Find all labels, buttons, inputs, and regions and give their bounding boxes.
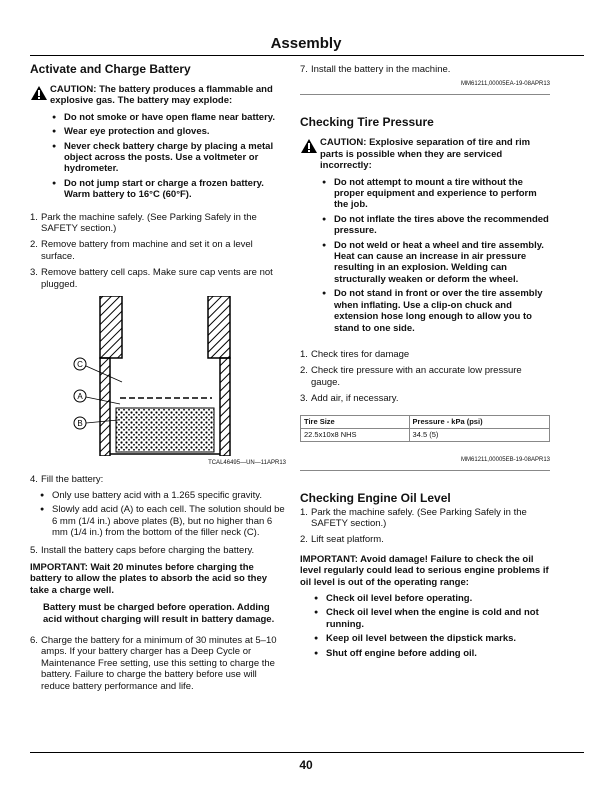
table-cell: 34.5 (5) [409,428,549,441]
battery-caution [30,84,286,204]
battery-important [30,562,286,625]
left-column [30,62,286,697]
tire-caution-text: CAUTION: Explosive separation of tire and rim parts is possible when they are serviced incorrectly: [320,137,531,172]
list-item: ● Only use battery acid with a 1.265 specific gravity. [38,490,286,501]
important-text: Battery must be charged before operation. Adding acid without charging will result in battery damage. [43,602,275,625]
tire-caution [300,137,550,337]
header-rule [30,55,584,56]
table-header-row [301,415,550,428]
footer-rule [30,752,584,753]
callout-label: C [77,360,83,370]
list-item: ● Do not smoke or have open flame near battery. [50,112,286,123]
callout-label: B [77,419,83,429]
table-header: Tire Size [301,415,410,428]
oil-bullets [300,593,550,659]
section-divider [300,470,550,471]
list-item: ● Do not stand in front or over the tire assembly when inflating. Use a clip-on chuck and extension hose long enough to allow you to stand to one side. [320,288,550,334]
list-item: 2. Lift seat platform. [300,534,384,546]
list-item: ● Keep oil level between the dipstick marks. [312,633,550,644]
list-item: 5. Install the battery caps before charging the battery. [30,544,255,556]
list-item: 2. Check tire pressure with an accurate low pressure gauge. [300,365,522,388]
page-number: 40 [299,758,313,772]
fill-bullets [30,490,286,539]
battery-caution-text: CAUTION: The battery produces a flammable and explosive gas. The battery may explode: [50,84,273,107]
right-column [300,62,550,662]
battery-charge-step [30,635,286,692]
tire-pressure-table [300,415,550,442]
callout-label: A [77,392,83,402]
battery-fill-steps [30,474,286,485]
list-item: 1. Park the machine safely. (See Parking Safely in the SAFETY section.) [30,211,257,235]
document-reference: MM61211,00005EA-19-08APR13 [461,81,550,88]
battery-cell-figure [30,296,286,456]
document-reference: MM61211,00005EB-19-08APR13 [461,456,550,463]
list-item: ● Check oil level before operating. [312,593,550,604]
important-text: IMPORTANT: Avoid damage! Failure to check the oil level regularly could lead to serious engine problems if oil level is out of the operating range: [300,553,549,588]
list-item: ● Check oil level when the engine is cold and not running. [312,607,550,630]
important-text: IMPORTANT: Wait 20 minutes before charging the battery to allow the plates to absorb the acid so they take a charge well. [30,561,268,596]
figure-reference: TCAL46495—UN—11APR13 [208,460,286,467]
list-item: 3. Add air, if necessary. [300,393,399,405]
warning-triangle-icon [30,85,48,101]
install-step [300,64,550,75]
battery-cell-diagram [60,296,260,456]
section-heading-oil: Checking Engine Oil Level [300,490,451,505]
list-item: ● Never check battery charge by placing a metal object across the posts. Use a voltmeter or hydrometer. [50,141,286,175]
list-item: 7. Install the battery in the machine. [300,64,451,75]
list-item: 4. Fill the battery: [30,473,104,485]
list-item: 1. Park the machine safely. (See Parking Safely in the SAFETY section.) [300,506,527,529]
battery-caution-list [50,112,286,201]
battery-caps-step [30,545,286,556]
list-item: ● Do not attempt to mount a tire without the proper equipment and experience to perform the job. [320,177,550,211]
list-item: ● Do not jump start or charge a frozen battery. Warm battery to 16°C (60°F). [50,178,286,201]
list-item: 3. Remove battery cell caps. Make sure cap vents are not plugged. [30,267,273,290]
oil-important [300,554,550,659]
list-item: ● Shut off engine before adding oil. [312,648,550,659]
table-cell: 22.5x10x8 NHS [301,428,410,441]
list-item: ● Do not inflate the tires above the recommended pressure. [320,214,550,237]
list-item: ● Slowly add acid (A) to each cell. The solution should be 6 mm (1/4 in.) above plates (B), but no higher than 6 mm (1/4 in.) from the bottom of the filler neck (C). [38,504,286,538]
section-divider [300,94,550,95]
table-row [301,428,550,441]
oil-steps [300,507,550,546]
list-item: 1. Check tires for damage [300,348,410,360]
list-item: 6. Charge the battery for a minimum of 30 minutes at 5–10 amps. If your battery charger has a Deep Cycle or Maintenance Free setting, use this setting to charge the battery. Failure to charge the battery before use will reduce battery performance and life. [30,634,277,692]
tire-steps [300,349,550,405]
section-heading-tire: Checking Tire Pressure [300,115,434,130]
list-item: 2. Remove battery from machine and set it on a level surface. [30,239,253,262]
page-title: Assembly [270,35,342,52]
tire-caution-list [320,177,550,334]
battery-steps [30,212,286,290]
list-item: ● Do not weld or heat a wheel and tire assembly. Heat can cause an increase in air pressure resulting in an explosion. Welding can structurally weaken or deform the wheel. [320,240,550,286]
section-heading-battery: Activate and Charge Battery [30,62,191,76]
warning-triangle-icon [300,138,318,154]
table-header: Pressure - kPa (psi) [409,415,549,428]
list-item: ● Wear eye protection and gloves. [50,126,286,137]
